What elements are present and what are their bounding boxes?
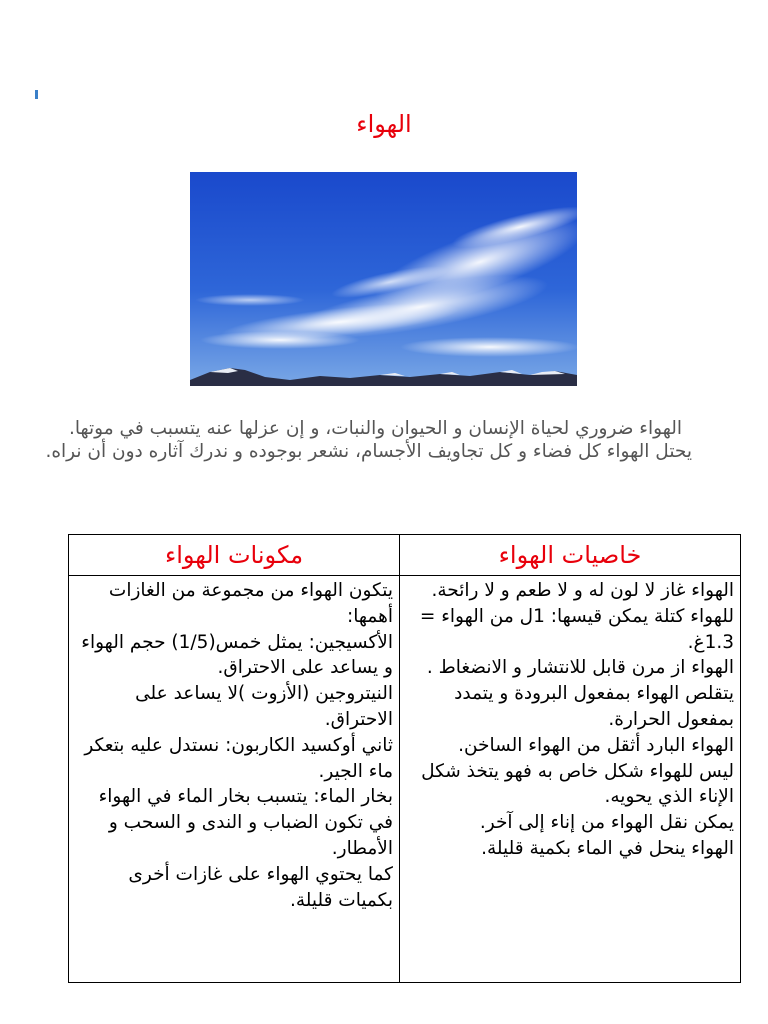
page-title: الهواء <box>356 110 412 138</box>
text-cursor-marker <box>35 90 38 99</box>
intro-line-2: يحتل الهواء كل فضاء و كل تجاويف الأجسام، نشعر بوجوده و ندرك آثاره دون أن نراه. <box>45 440 692 462</box>
property-item: يمكن نقل الهواء من إناء إلى آخر. <box>479 812 734 834</box>
intro-paragraph <box>40 418 732 463</box>
property-item: الهواء از مرن قابل للانتشار و الانضغاط . <box>426 657 734 679</box>
component-item: النيتروجين (الأزوت )لا يساعد على الاحتراق. <box>135 683 393 730</box>
component-item: بخار الماء: يتسبب بخار الماء في الهواء في تكون الضباب و الندى و السحب و الأمطار. <box>98 786 393 859</box>
property-item: يتقلص الهواء بمفعول البرودة و يتمدد بمفعول الحرارة. <box>454 683 734 730</box>
table-header-row <box>69 535 741 576</box>
intro-line-1: الهواء ضروري لحياة الإنسان و الحيوان والنبات، و إن عزلها عنه يتسبب في موتها. <box>68 418 682 439</box>
component-item: الأكسيجين: يمثل خمس(1/5) حجم الهواء و يساعد على الاحتراق. <box>81 631 393 679</box>
components-header: مكونات الهواء <box>69 535 400 576</box>
properties-cell <box>400 576 741 983</box>
component-item: ثاني أوكسيد الكاربون: نستدل عليه بتعكر ماء الجير. <box>84 734 393 782</box>
properties-header: خاصيات الهواء <box>400 535 741 576</box>
component-item: يتكون الهواء من مجموعة من الغازات أهمها: <box>108 580 393 627</box>
component-item: كما يحتوي الهواء على غازات أخرى بكميات قليلة. <box>128 863 393 911</box>
property-item: ليس للهواء شكل خاص به فهو يتخذ شكل الإناء الذي يحويه. <box>421 760 734 808</box>
table-body-row <box>69 576 741 983</box>
sky-photo <box>190 172 577 386</box>
property-item: الهواء البارد أثقل من الهواء الساخن. <box>458 734 734 756</box>
property-item: الهواء ينحل في الماء بكمية قليلة. <box>481 837 734 859</box>
components-cell <box>69 576 400 983</box>
property-item: للهواء كتلة يمكن قيسها: 1ل من الهواء = 1.3غ. <box>419 605 734 653</box>
property-item: الهواء غاز لا لون له و لا طعم و لا رائحة. <box>431 580 734 601</box>
air-info-table <box>68 534 741 983</box>
